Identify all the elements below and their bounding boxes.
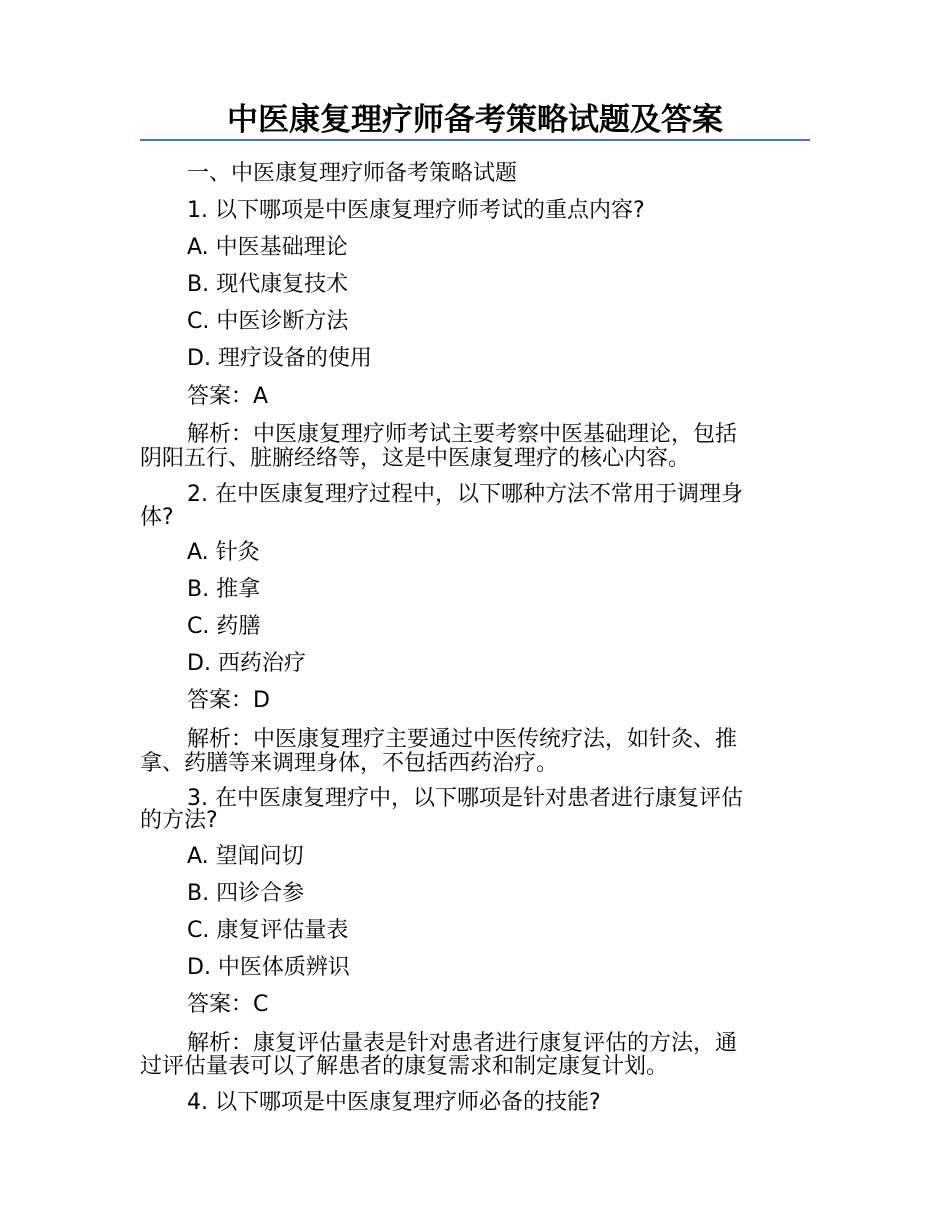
question-1-answer: 答案：A [187, 384, 269, 409]
question-4-stem: 4. 以下哪项是中医康复理疗师必备的技能? [187, 1090, 601, 1115]
question-2-option-d: D. 西药治疗 [187, 651, 306, 676]
question-2-option-a: A. 针灸 [187, 540, 260, 565]
question-1-analysis-line2: 阴阳五行、脏腑经络等，这是中医康复理疗的核心内容。 [140, 446, 691, 471]
question-1-option-d: D. 理疗设备的使用 [187, 346, 372, 371]
question-1-option-a: A. 中医基础理论 [187, 235, 348, 260]
question-2-option-c: C. 药膳 [187, 614, 261, 639]
question-1-option-b: B. 现代康复技术 [187, 272, 349, 297]
question-1-option-c: C. 中医诊断方法 [187, 309, 349, 334]
document-title: 中医康复理疗师备考策略试题及答案 [227, 102, 723, 138]
question-3-option-c: C. 康复评估量表 [187, 918, 349, 943]
question-1-stem: 1. 以下哪项是中医康复理疗师考试的重点内容? [187, 198, 645, 223]
question-2-analysis-line2: 拿、药膳等来调理身体，不包括西药治疗。 [140, 751, 559, 776]
question-3-option-b: B. 四诊合参 [187, 881, 305, 906]
question-3-analysis-line2: 过评估量表可以了解患者的康复需求和制定康复计划。 [140, 1054, 669, 1079]
section-heading: 一、中医康复理疗师备考策略试题 [187, 161, 518, 186]
question-3-answer: 答案：C [187, 992, 269, 1017]
question-2-analysis-line1: 解析：中医康复理疗主要通过中医传统疗法，如针灸、推 [187, 727, 738, 752]
question-3-stem-line1: 3. 在中医康复理疗中，以下哪项是针对患者进行康复评估 [187, 786, 743, 811]
question-1-analysis-line1: 解析：中医康复理疗师考试主要考察中医基础理论，包括 [187, 422, 738, 447]
title-underline [140, 139, 810, 141]
question-2-option-b: B. 推拿 [187, 577, 261, 602]
question-3-option-d: D. 中医体质辨识 [187, 955, 350, 980]
question-3-option-a: A. 望闻问切 [187, 844, 304, 869]
question-2-answer: 答案：D [187, 688, 270, 713]
question-2-stem-line1: 2. 在中医康复理疗过程中，以下哪种方法不常用于调理身 [187, 482, 743, 507]
question-2-stem-line2: 体? [140, 505, 174, 530]
question-3-analysis-line1: 解析：康复评估量表是针对患者进行康复评估的方法，通 [187, 1031, 738, 1056]
question-3-stem-line2: 的方法? [140, 808, 218, 833]
